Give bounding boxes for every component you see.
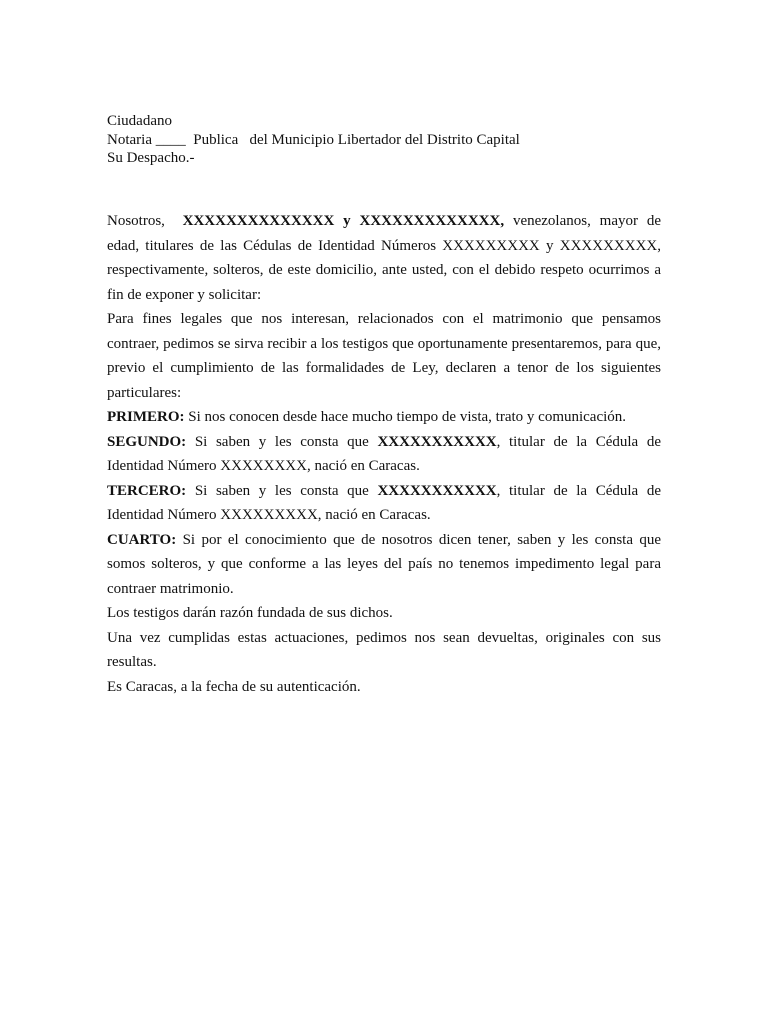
applicant-names: XXXXXXXXXXXXXX y XXXXXXXXXXXXX, <box>182 213 505 229</box>
item-primero-label: PRIMERO: <box>107 409 185 425</box>
intro-opening: Nosotros, <box>107 213 165 229</box>
header-line-office: Su Despacho.- <box>107 150 195 166</box>
item-tercero-pre: Si saben y les consta que <box>194 482 369 499</box>
document-body <box>107 209 661 699</box>
intro-continuation: venezolanos, mayor de edad, titulares de las Cédulas de Identidad Números XXXXXXXXX y XXXXXXXXX, respectivamente, solteros, de este domicilio, ante usted, con el debido respeto ocurrimos a fin de exponer y solicitar: <box>107 213 662 303</box>
item-cuarto <box>107 528 661 602</box>
item-tercero-post: , titular de la Cédula de Identidad Número XXXXXXXXX, nació en Caracas. <box>107 482 662 523</box>
closing-line: Es Caracas, a la fecha de su autenticación. <box>107 678 361 695</box>
item-cuarto-label: CUARTO: <box>107 531 177 548</box>
header-line-recipient: Ciudadano <box>107 113 172 129</box>
item-tercero-label: TERCERO: <box>107 482 187 499</box>
item-segundo-name: XXXXXXXXXXX <box>377 433 497 450</box>
item-primero-text: Si nos conocen desde hace mucho tiempo de vista, trato y comunicación. <box>188 409 627 425</box>
item-segundo-post: , titular de la Cédula de Identidad Número XXXXXXXX, nació en Caracas. <box>107 433 662 474</box>
item-segundo-label: SEGUNDO: <box>107 433 187 450</box>
item-primero <box>107 405 661 430</box>
addressee-header <box>107 112 667 168</box>
item-segundo-pre: Si saben y les consta que <box>194 433 369 450</box>
testigos-paragraph: Los testigos darán razón fundada de sus dichos. <box>107 605 393 621</box>
devolucion-paragraph: Una vez cumplidas estas actuaciones, pedimos nos sean devueltas, originales con sus resultas. <box>107 629 661 670</box>
item-segundo <box>107 430 661 479</box>
item-tercero <box>107 479 661 528</box>
purpose-paragraph: Para fines legales que nos interesan, relacionados con el matrimonio que pensamos contraer, pedimos se sirva recibir a los testigos que oportunamente presentaremos, para que, previo el cumplimiento de las formalidades de Ley, declaren a tenor de los siguientes particulares: <box>107 311 661 401</box>
intro-paragraph <box>107 209 661 307</box>
item-tercero-name: XXXXXXXXXXX <box>377 482 497 499</box>
item-cuarto-text: Si por el conocimiento que de nosotros dicen tener, saben y les consta que somos solteros, y que conforme a las leyes del país no tenemos impedimento legal para contraer matrimonio. <box>107 531 662 597</box>
header-line-notary: Notaria ____ Publica del Municipio Libertador del Distrito Capital <box>107 131 520 148</box>
